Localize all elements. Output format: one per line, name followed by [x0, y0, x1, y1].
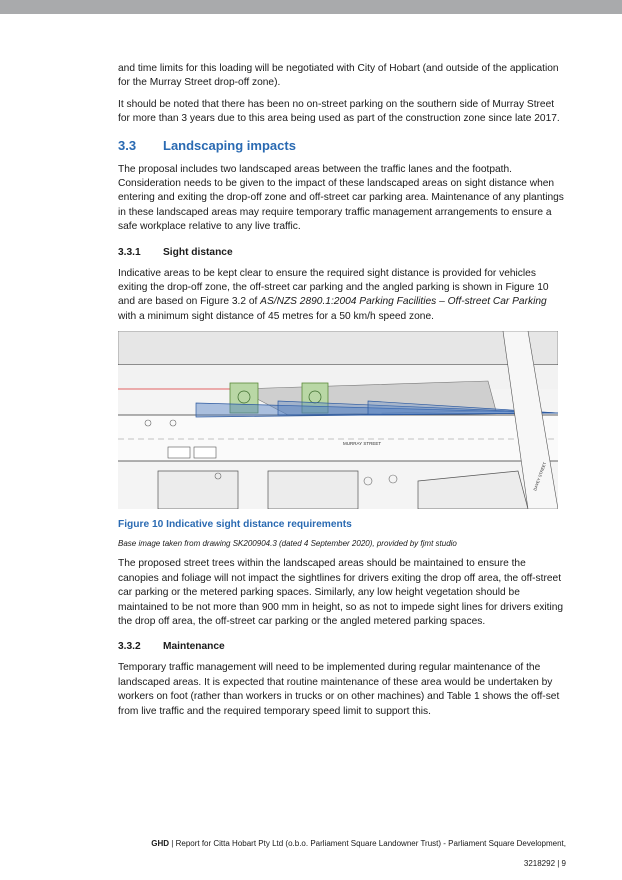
subsection-heading [118, 641, 566, 652]
footer-report: | Report for Citta Hobart Pty Ltd (o.b.o. Parliament Square Landowner Trust) - Parliament Square Development, [169, 839, 566, 848]
section-heading [118, 138, 566, 153]
paragraph-text: with a minimum sight distance of 45 metres for a 50 km/h speed zone. [118, 310, 434, 322]
paragraph: The proposed street trees within the landscaped areas should be maintained to ensure the canopies and foliage will not impact the sightlines for drivers exiting the drop off area, the off-street car parking or the metered parking spaces. Similarly, any low height vegetation should be maintained to be not more than 900 mm in height, so as not to impede sight lines for drivers exiting the drop off area, the off-street car parking or the angled metered parking spaces. [118, 558, 564, 627]
footer-page-number: 3218292 | 9 [523, 859, 566, 868]
paragraph-text: Indicative areas to be kept clear to ensure the required sight distance is provided for vehicles exiting the drop-off zone, the off-street car parking and the angled parking is shown in Figure 10 and are based on Figure 3.2 of [118, 267, 549, 308]
footer-brand: GHD [151, 839, 170, 848]
section-title: Landscaping impacts [163, 137, 296, 153]
site-plan-drawing [118, 331, 558, 509]
paragraph [118, 267, 566, 325]
paragraph: It should be noted that there has been no on-street parking on the southern side of Murray Street for more than 3 years due to this area being used as part of the construction zone since late 2017. [118, 98, 560, 125]
footer-line [106, 834, 566, 854]
document-body [118, 62, 566, 726]
subsection-title: Maintenance [163, 641, 225, 653]
header-bar [0, 0, 622, 14]
street-label: MURRAY STREET [343, 441, 382, 447]
site-plan-figure [118, 331, 558, 509]
standard-reference: AS/NZS 2890.1:2004 Parking Facilities – Off-street Car Parking [260, 296, 547, 308]
paragraph: Temporary traffic management will need to be implemented during regular maintenance of the landscaped areas. It is expected that routine maintenance of these area would be undertaken by workers on foot (rather than workers in trucks or on other machines) and Table 1 shows the off-set from live traffic and the required temporary speed limit to support this. [118, 662, 560, 717]
subsection-heading [118, 247, 566, 258]
paragraph: The proposal includes two landscaped areas between the traffic lanes and the footpath. Consideration needs to be given to the impact of these landscaped areas on sight distance when entering and exiting the drop-off zone and off-street car parking area. Maintenance of any plantings in these landscaped areas may require temporary traffic management arrangements to ensure a safe workplace relative to any live traffic. [118, 163, 564, 233]
page-footer [106, 834, 566, 874]
paragraph: and time limits for this loading will be negotiated with City of Hobart (and outside of the application for the Murray Street drop-off zone). [118, 63, 559, 89]
subsection-number: 3.3.1 [118, 246, 141, 258]
subsection-title: Sight distance [163, 246, 233, 258]
figure-caption: Figure 10 Indicative sight distance requirements [118, 519, 352, 531]
figure-source: Base image taken from drawing SK200904.3 (dated 4 September 2020), provided by fjmt studio [118, 539, 457, 549]
side-street-label: DAVEY STREET [532, 461, 548, 492]
section-number: 3.3 [118, 137, 137, 153]
subsection-number: 3.3.2 [118, 641, 141, 653]
